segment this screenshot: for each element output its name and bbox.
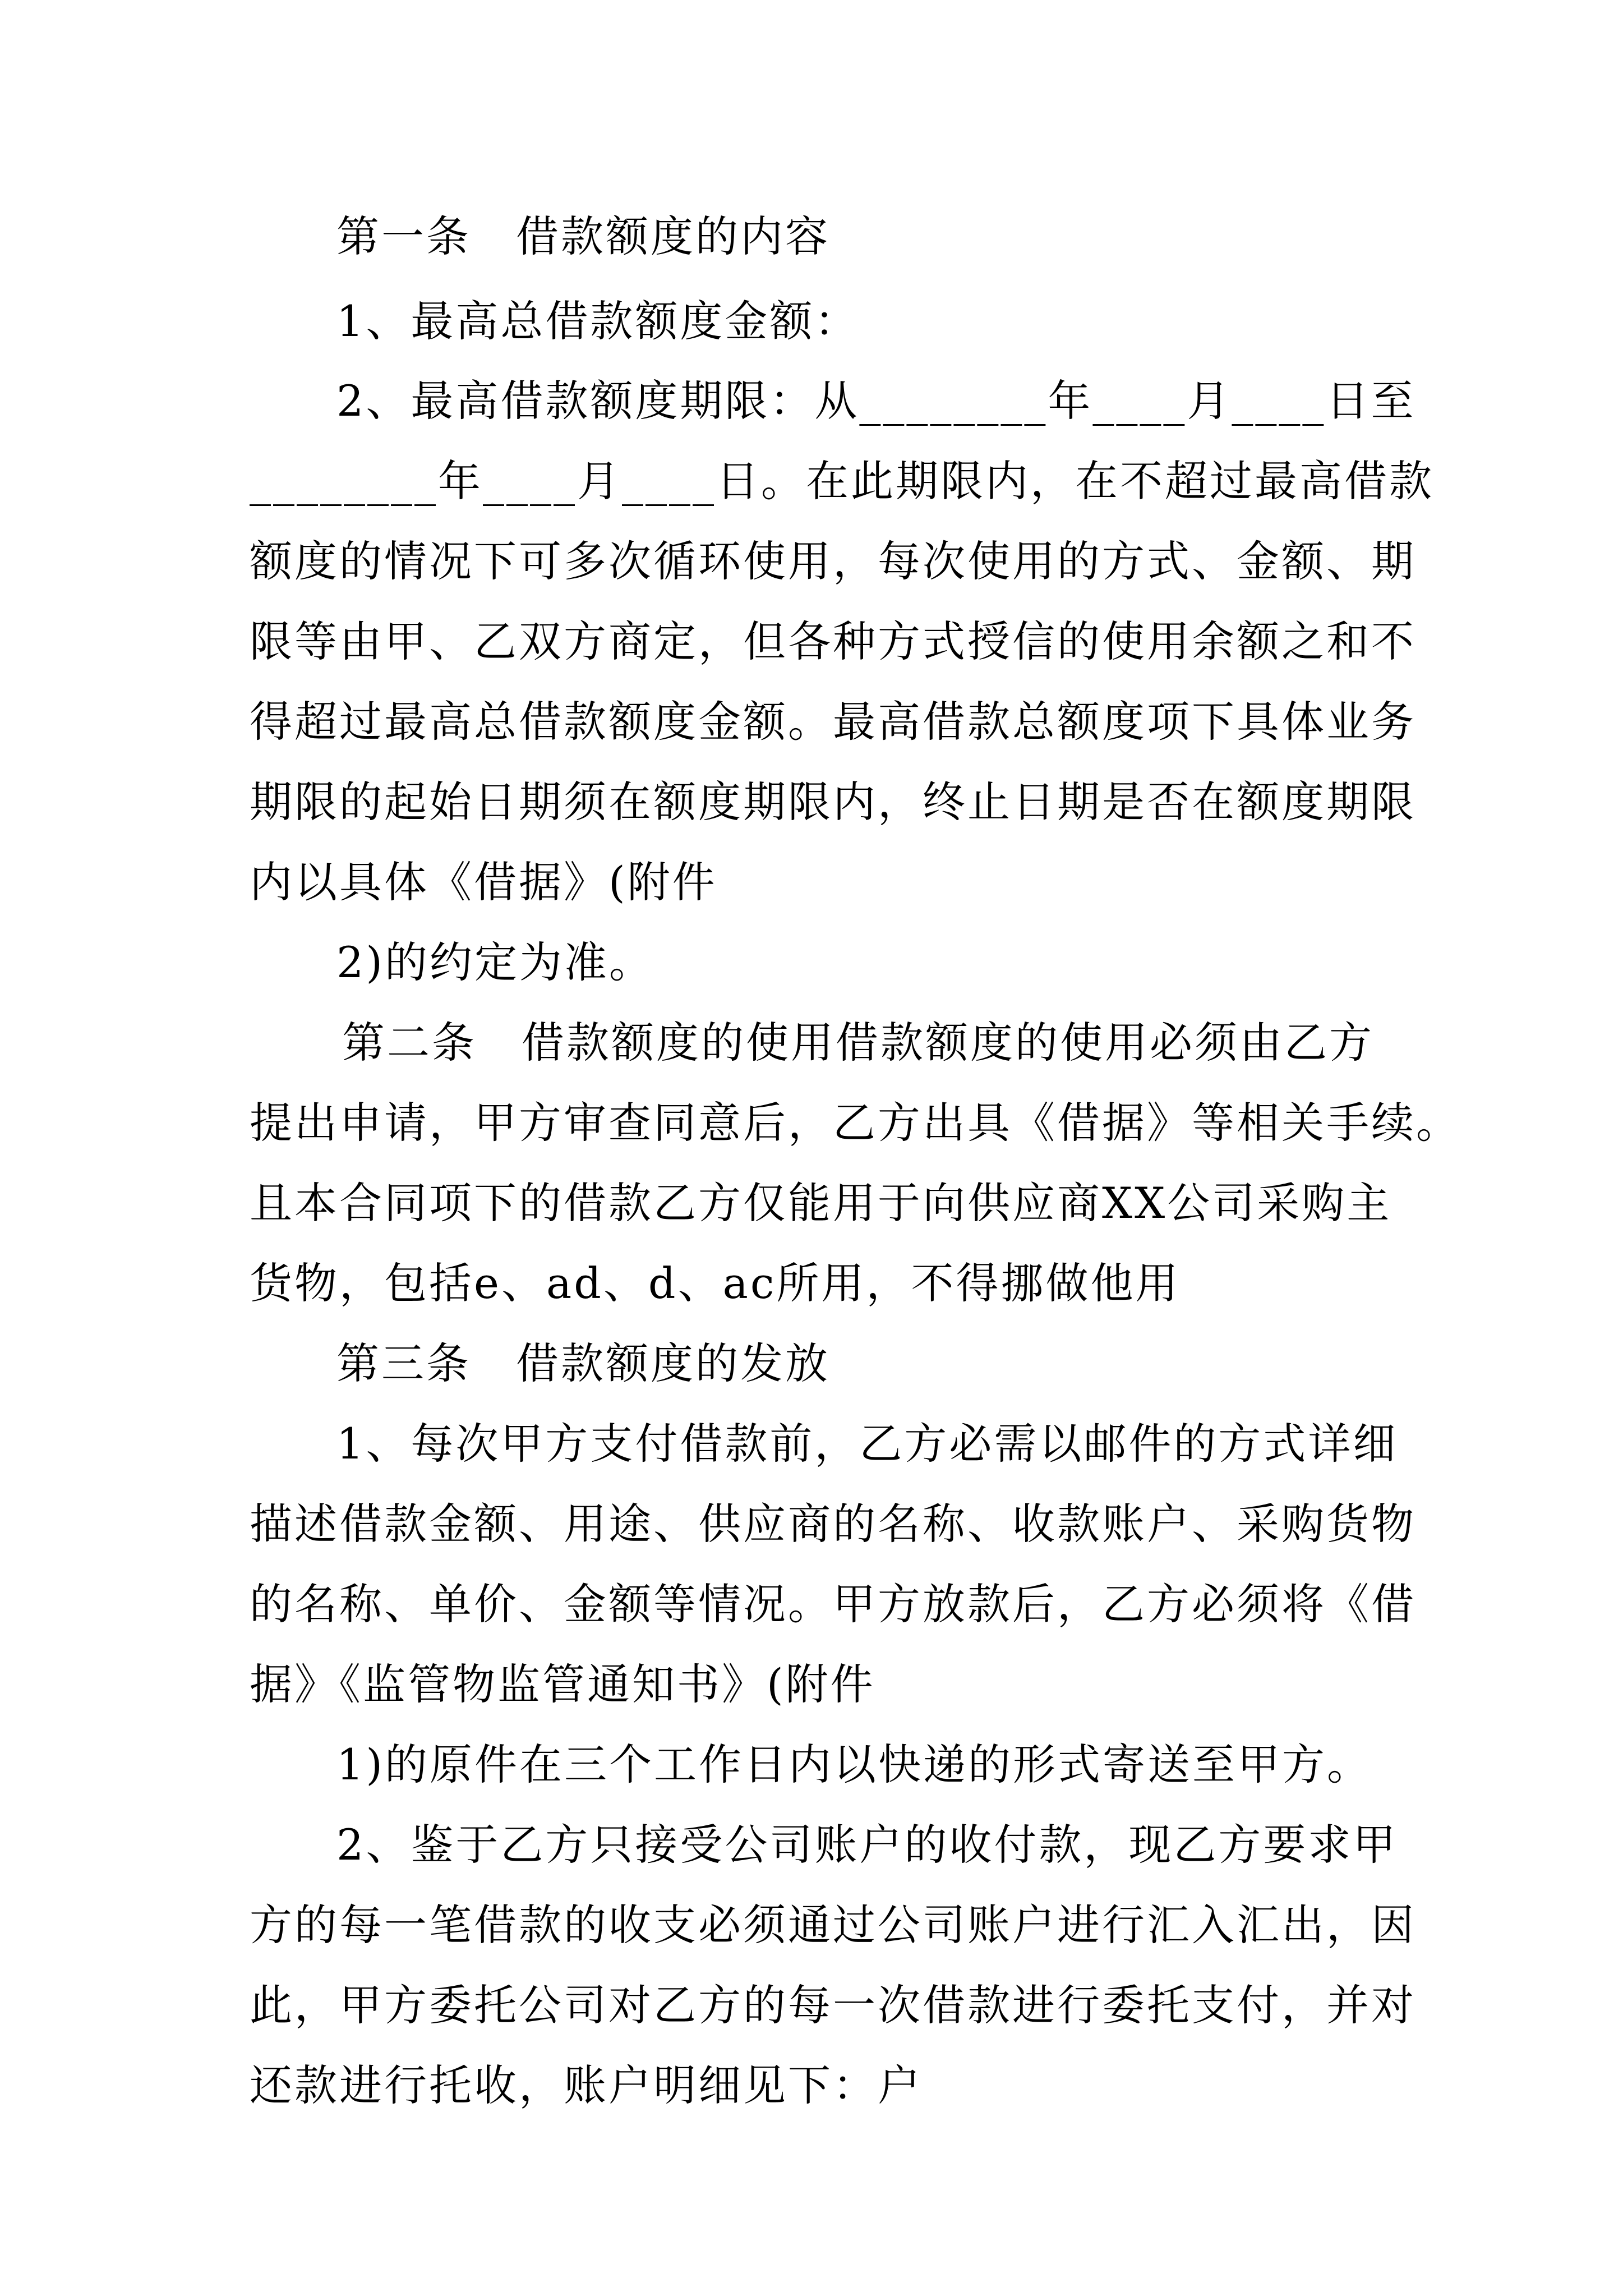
clause-1-2-cont: 内以具体《借据》(附件	[250, 857, 717, 907]
article-2-body: 货物，包括e、ad、d、ac所用，不得挪做他用	[250, 1258, 1181, 1308]
clause-3-2-cont: 方的每一笔借款的收支必须通过公司账户进行汇入汇出，因	[250, 1900, 1416, 1950]
article-2-body: 提出申请，甲方审查同意后，乙方出具《借据》等相关手续。	[250, 1098, 1461, 1148]
clause-1-2-cont: 额度的情况下可多次循环使用，每次使用的方式、金额、期	[250, 536, 1416, 586]
clause-3-1-cont: 描述借款金额、用途、供应商的名称、收款账户、采购货物	[250, 1499, 1416, 1549]
article-2-heading: 第二条 借款额度的使用借款额度的使用必须由乙方	[342, 1018, 1374, 1068]
clause-1-2-cont: 期限的起始日期须在额度期限内，终止日期是否在额度期限	[250, 777, 1416, 827]
clause-3-2-cont: 还款进行托收，账户明细见下：户	[250, 2060, 923, 2110]
clause-1-2-cont: 得超过最高总借款额度金额。最高借款总额度项下具体业务	[250, 697, 1416, 747]
clause-3-1: 1、每次甲方支付借款前，乙方必需以邮件的方式详细	[336, 1419, 1398, 1469]
clause-1-2: 2、最高借款额度期限：从________年____月____日至	[336, 376, 1416, 426]
clause-3-1-cont: 的名称、单价、金额等情况。甲方放款后，乙方必须将《借	[250, 1579, 1416, 1629]
clause-3-1-end: 1)的原件在三个工作日内以快递的形式寄送至甲方。	[336, 1740, 1372, 1789]
clause-1-2-end: 2)的约定为准。	[336, 937, 654, 987]
clause-3-2-cont: 此，甲方委托公司对乙方的每一次借款进行委托支付，并对	[250, 1980, 1416, 2030]
article-1-heading: 第一条 借款额度的内容	[336, 211, 830, 261]
clause-1-2-cont: 限等由甲、乙双方商定，但各种方式授信的使用余额之和不	[250, 616, 1416, 666]
article-2-body: 且本合同项下的借款乙方仅能用于向供应商XX公司采购主	[250, 1178, 1392, 1228]
clause-1-1: 1、最高总借款额度金额：	[336, 296, 860, 346]
article-3-heading: 第三条 借款额度的发放	[336, 1338, 830, 1388]
clause-3-1-cont: 据》《监管物监管通知书》(附件	[250, 1659, 875, 1709]
clause-1-2-cont: ________年____月____日。在此期限内，在不超过最高借款	[250, 456, 1434, 506]
clause-3-2: 2、鉴于乙方只接受公司账户的收付款，现乙方要求甲	[336, 1820, 1398, 1870]
